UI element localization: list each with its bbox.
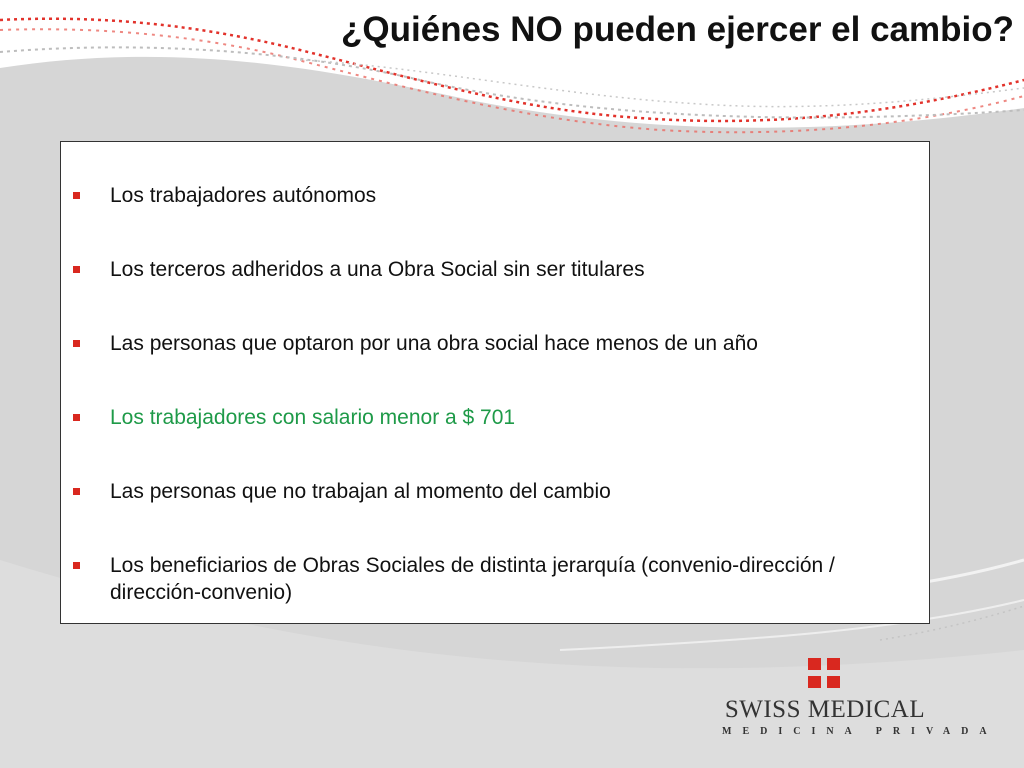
list-item-text: Las personas que optaron por una obra social hace menos de un año	[110, 332, 758, 355]
bullet-icon	[73, 414, 80, 421]
list-item	[61, 182, 909, 209]
bullet-icon	[73, 340, 80, 347]
logo-subtitle: MEDICINA PRIVADA	[722, 726, 998, 737]
bullet-icon	[73, 266, 80, 273]
slide-title: ¿Quiénes NO pueden ejercer el cambio?	[341, 10, 1014, 49]
list-item-text: Los beneficiarios de Obras Sociales de distinta jerarquía (convenio-dirección / dirección-convenio)	[110, 554, 835, 604]
bullet-icon	[73, 488, 80, 495]
swiss-medical-logo	[720, 658, 998, 738]
content-box	[60, 141, 930, 624]
logo-name: SWISS MEDICAL	[724, 696, 926, 723]
list-item-text: Los trabajadores con salario menor a $ 701	[110, 406, 516, 429]
bullet-icon	[73, 192, 80, 199]
cross-logo-icon	[808, 658, 840, 688]
list-item-text: Los terceros adheridos a una Obra Social sin ser titulares	[110, 258, 645, 281]
bullet-list	[61, 182, 909, 606]
list-item	[61, 478, 909, 505]
list-item	[61, 330, 909, 357]
list-item	[61, 256, 909, 283]
list-item	[61, 404, 909, 431]
list-item-text: Las personas que no trabajan al momento del cambio	[110, 480, 611, 503]
list-item	[61, 552, 909, 606]
list-item-text: Los trabajadores autónomos	[110, 184, 377, 207]
bullet-icon	[73, 562, 80, 569]
